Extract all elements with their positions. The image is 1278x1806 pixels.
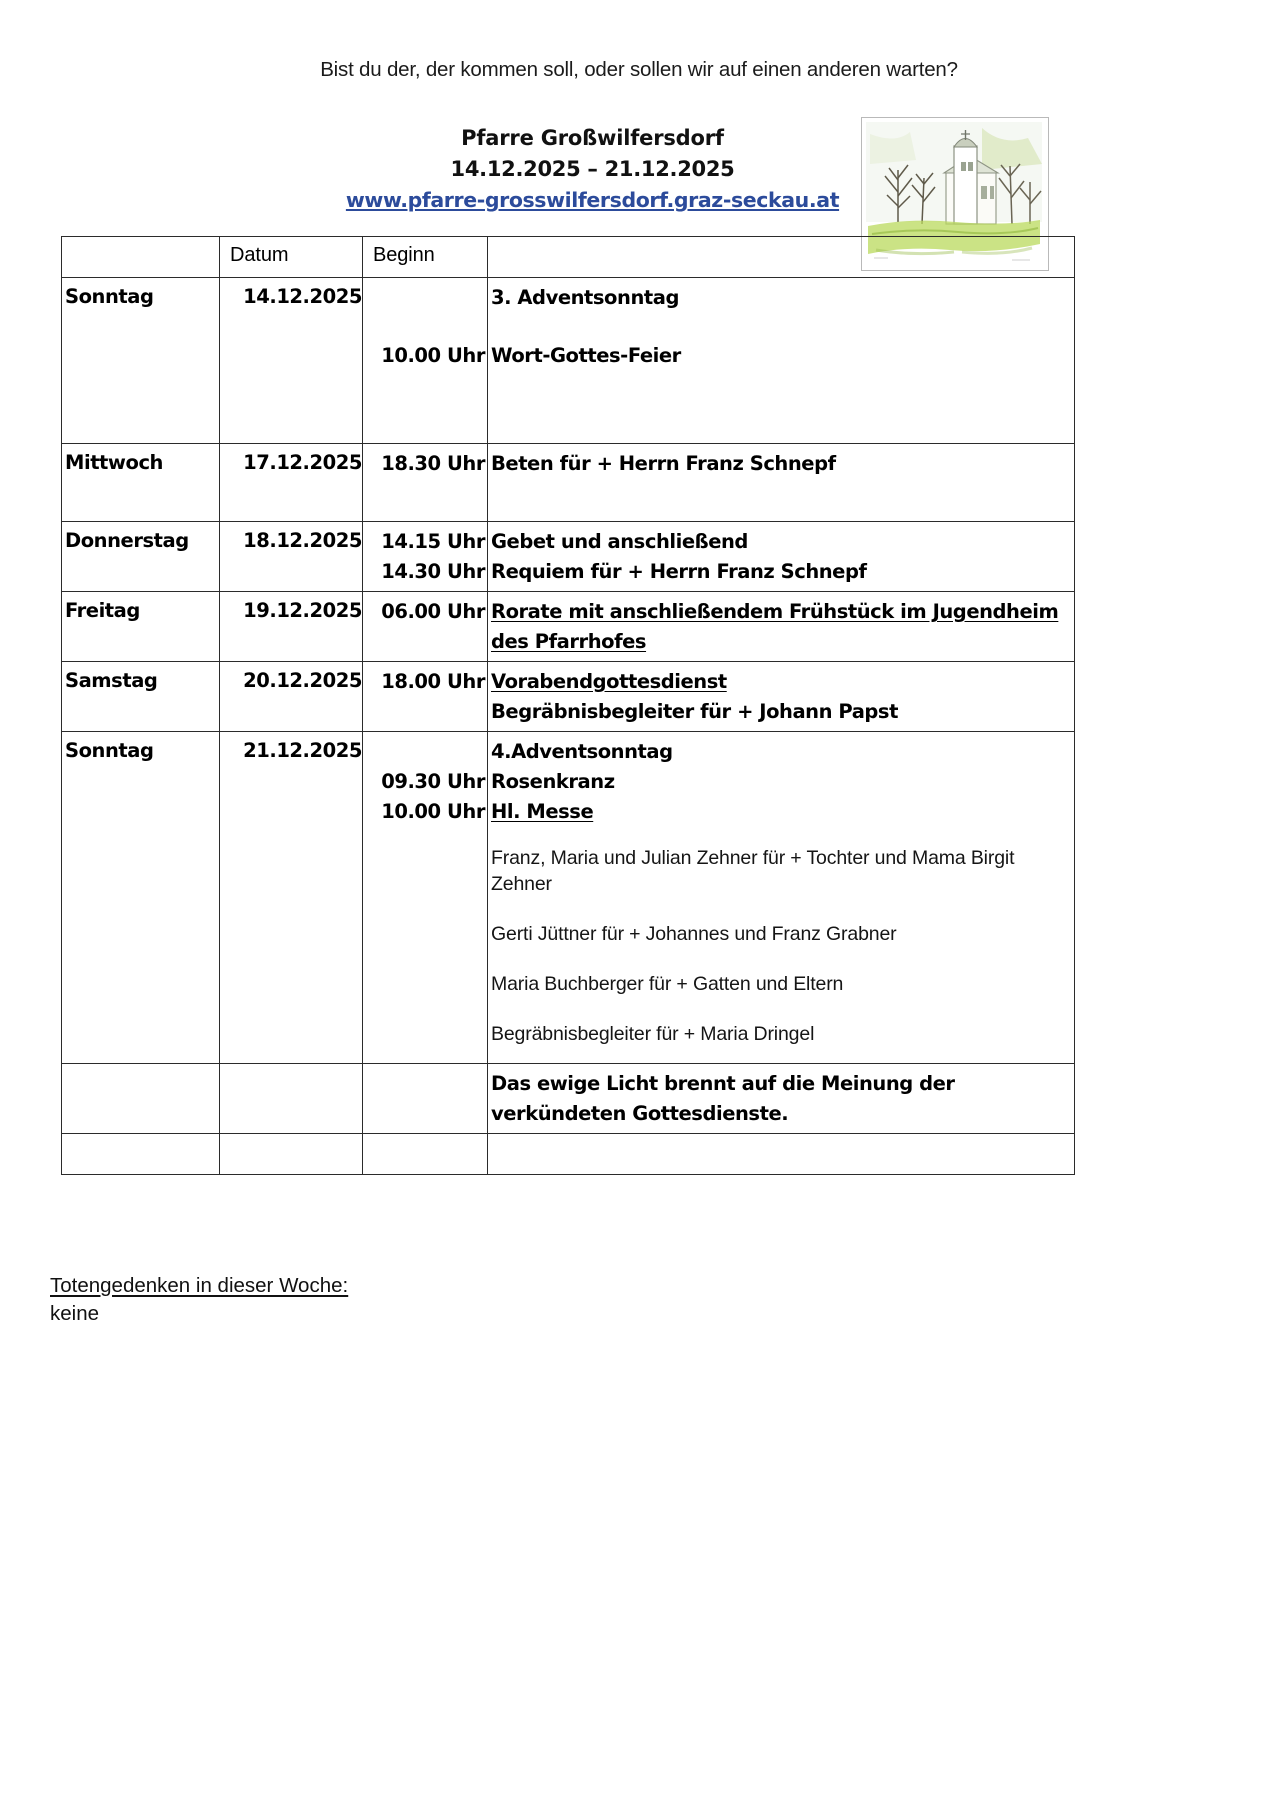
row-description-1: Wort-Gottes-Feier <box>491 344 681 367</box>
row-date-cell <box>220 732 363 1064</box>
row-time-cell <box>363 732 488 1064</box>
row-time-cell <box>363 1064 488 1134</box>
row-description-cell <box>488 732 1075 1064</box>
row-day-cell <box>62 732 220 1064</box>
row-description-list <box>488 662 1074 731</box>
row-description-0: 3. Adventsonntag <box>491 286 679 309</box>
row-time-cell <box>363 662 488 732</box>
header-cell-time <box>363 237 488 278</box>
empty-cell-date <box>220 1134 363 1175</box>
row-day-label: Freitag <box>65 599 140 622</box>
row-description-1: Requiem für + Herrn Franz Schnepf <box>491 560 867 583</box>
row-time-list <box>363 278 487 375</box>
row-date-label: 18.12.2025 <box>243 529 362 552</box>
row-time-list <box>363 662 487 701</box>
row-description-2: Hl. Messe <box>491 800 594 823</box>
row-date-cell <box>220 444 363 522</box>
header-description-label <box>488 237 1074 241</box>
header-cell-description <box>488 237 1075 278</box>
row-date-label: 20.12.2025 <box>243 669 362 692</box>
table-row <box>62 1064 1075 1134</box>
mass-intention-0: Franz, Maria und Julian Zehner für + Tochter und Mama Birgit Zehner <box>491 847 1015 895</box>
table-row <box>62 522 1075 592</box>
row-description-list <box>488 732 1074 1063</box>
row-description-0: Vorabendgottesdienst <box>491 670 727 693</box>
row-day-cell <box>62 444 220 522</box>
mass-intentions-list <box>491 845 1072 1047</box>
row-description-0: Beten für + Herrn Franz Schnepf <box>491 452 836 475</box>
memorial-heading-text: Totengedenken in dieser Woche: <box>50 1274 349 1297</box>
row-date-cell <box>220 662 363 732</box>
row-description-list <box>488 278 1074 443</box>
row-time-cell <box>363 278 488 444</box>
row-time-1: 10.00 Uhr <box>381 344 485 367</box>
row-time-0: 06.00 Uhr <box>381 600 485 623</box>
row-time-list <box>363 732 487 831</box>
row-day-label: Sonntag <box>65 739 154 762</box>
service-schedule-table <box>61 236 1075 1175</box>
row-day-label <box>62 1064 219 1073</box>
row-time-list <box>363 444 487 483</box>
empty-cell-time <box>363 1134 488 1175</box>
row-day-cell <box>62 662 220 732</box>
row-time-2: 10.00 Uhr <box>381 800 485 823</box>
row-day-label: Donnerstag <box>65 529 189 552</box>
row-description-0: Gebet und anschließend <box>491 530 748 553</box>
row-time-list <box>363 522 487 591</box>
row-description-list <box>488 592 1074 661</box>
date-range: 14.12.2025 – 21.12.2025 <box>450 157 735 181</box>
row-description-cell <box>488 444 1075 522</box>
header-cell-day <box>62 237 220 278</box>
row-date-label: 21.12.2025 <box>243 739 362 762</box>
page-tagline: Bist du der, der kommen soll, oder sollen wir auf einen anderen warten? <box>320 58 958 81</box>
row-time-list <box>363 1064 487 1103</box>
row-description-cell <box>488 662 1075 732</box>
header-date-label: Datum <box>230 244 289 266</box>
row-date-cell <box>220 592 363 662</box>
header-time-label: Beginn <box>373 244 435 266</box>
table-row <box>62 444 1075 522</box>
row-date-cell <box>220 278 363 444</box>
row-day-label: Samstag <box>65 669 158 692</box>
table-row <box>62 732 1075 1064</box>
footer-section <box>50 1272 750 1328</box>
row-time-cell <box>363 444 488 522</box>
memorial-heading <box>50 1272 750 1300</box>
empty-cell-description <box>488 1134 1075 1175</box>
row-time-cell <box>363 522 488 592</box>
row-description-0: Rorate mit anschließendem Frühstück im Jugendheim des Pfarrhofes <box>491 600 1059 653</box>
parish-website-link[interactable]: www.pfarre-grosswilfersdorf.graz-seckau.at <box>345 188 840 212</box>
row-description-list <box>488 522 1074 591</box>
table-row <box>62 592 1075 662</box>
row-date-label <box>220 1064 362 1073</box>
row-date-cell <box>220 1064 363 1134</box>
header-cell-date <box>220 237 363 278</box>
row-time-1: 14.30 Uhr <box>381 560 485 583</box>
mass-intention-3: Begräbnisbegleiter für + Maria Dringel <box>491 1023 815 1045</box>
row-day-cell <box>62 522 220 592</box>
row-description-cell <box>488 522 1075 592</box>
row-description-cell <box>488 278 1075 444</box>
memorial-value: keine <box>50 1302 100 1325</box>
empty-cell-day <box>62 1134 220 1175</box>
parish-title: Pfarre Großwilfersdorf <box>461 126 724 150</box>
row-time-0: 18.00 Uhr <box>381 670 485 693</box>
row-day-cell <box>62 592 220 662</box>
row-description-list <box>488 444 1074 521</box>
row-description-cell <box>488 592 1075 662</box>
mass-intention-2: Maria Buchberger für + Gatten und Eltern <box>491 973 844 995</box>
row-time-0: 14.15 Uhr <box>381 530 485 553</box>
row-description-0: 4.Adventsonntag <box>491 740 673 763</box>
row-day-label: Mittwoch <box>65 451 163 474</box>
table-row-empty <box>62 1134 1075 1175</box>
table-header-row <box>62 237 1075 278</box>
row-date-label: 17.12.2025 <box>243 451 362 474</box>
row-description-1: Begräbnisbegleiter für + Johann Papst <box>491 700 898 723</box>
row-day-label: Sonntag <box>65 285 154 308</box>
table-row <box>62 662 1075 732</box>
row-date-label: 19.12.2025 <box>243 599 362 622</box>
row-day-cell <box>62 1064 220 1134</box>
row-description-1: Rosenkranz <box>491 770 615 793</box>
row-date-cell <box>220 522 363 592</box>
row-time-cell <box>363 592 488 662</box>
eternal-light-note: Das ewige Licht brennt auf die Meinung der verkündeten Gottesdienste. <box>491 1072 955 1125</box>
mass-intention-1: Gerti Jüttner für + Johannes und Franz Grabner <box>491 923 897 945</box>
row-time-1: 09.30 Uhr <box>381 770 485 793</box>
row-date-label: 14.12.2025 <box>243 285 362 308</box>
row-time-list <box>363 592 487 631</box>
row-description-cell <box>488 1064 1075 1134</box>
row-time-0: 18.30 Uhr <box>381 452 485 475</box>
table-row <box>62 278 1075 444</box>
row-day-cell <box>62 278 220 444</box>
